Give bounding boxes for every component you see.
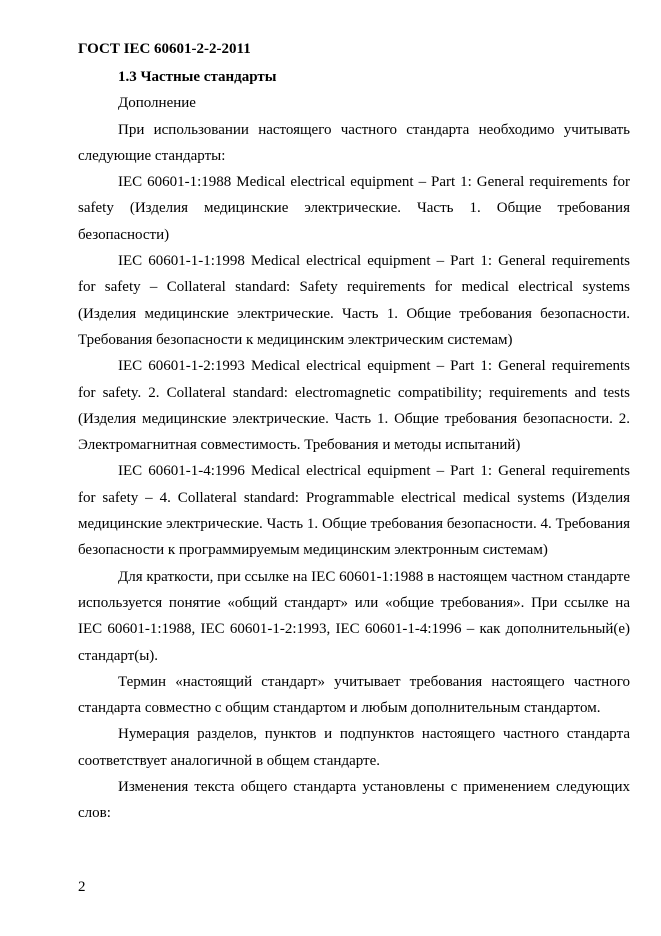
page-number: 2 (78, 879, 86, 895)
paragraph-term: Термин «настоящий стандарт» учитывает требования настоящего частного стандарта совместно с общим стандартом и любым дополнительным стандартом. (78, 673, 630, 717)
paragraph-supplement: Дополнение (118, 95, 196, 112)
document-body (78, 64, 630, 827)
paragraph-brevity: Для краткости, при ссылке на IEC 60601-1:1988 в настоящем частном стандарте используется понятие «общий стандарт» или «общие требования». При ссылке на IEC 60601-1:1988, IEC 60601-1-2:1993, IEC 60601-1-4:1996 – как дополнительный(е) стандарт(ы). (78, 568, 630, 664)
section-title: 1.3 Частные стандарты (118, 69, 277, 85)
paragraph-changes: Изменения текста общего стандарта установлены с применением следующих слов: (78, 779, 630, 822)
paragraph-iec-60601-1-4: IEC 60601-1-4:1996 Medical electrical equipment – Part 1: General requirements for safety – 4. Collateral standard: Programmable electrical medical systems (Изделия медицинские электрические. Часть 1. Общие требования безопасности. 4. Требования безопасности к программируемым медицинским электронным системам) (78, 463, 630, 559)
paragraph-iec-60601-1-2: IEC 60601-1-2:1993 Medical electrical equipment – Part 1: General requirements for safety. 2. Collateral standard: electromagnetic compatibility; requirements and tests (Изделия медицинские электрические. Часть 1. Общие требования безопасности. 2. Электромагнитная совместимость. Требования и методы испытаний) (78, 358, 630, 454)
paragraph-iec-60601-1-1: IEC 60601-1-1:1998 Medical electrical equipment – Part 1: General requirements for safety – Collateral standard: Safety requirements for medical electrical systems (Изделия медицинские электрические. Часть 1. Общие требования безопасности. Требования безопасности к медицинским электрическим системам) (78, 253, 630, 348)
paragraph-intro: При использовании настоящего частного стандарта необходимо учитывать следующие стандарты: (78, 121, 630, 164)
paragraph-iec-60601-1: IEC 60601-1:1988 Medical electrical equipment – Part 1: General requirements for safety (Изделия медицинские электрические. Часть 1. Общие требования безопасности) (78, 174, 630, 243)
document-header: ГОСТ IEC 60601-2-2-2011 (78, 41, 251, 57)
paragraph-numbering: Нумерация разделов, пунктов и подпунктов настоящего частного стандарта соответствует аналогичной в общем стандарте. (78, 726, 630, 769)
